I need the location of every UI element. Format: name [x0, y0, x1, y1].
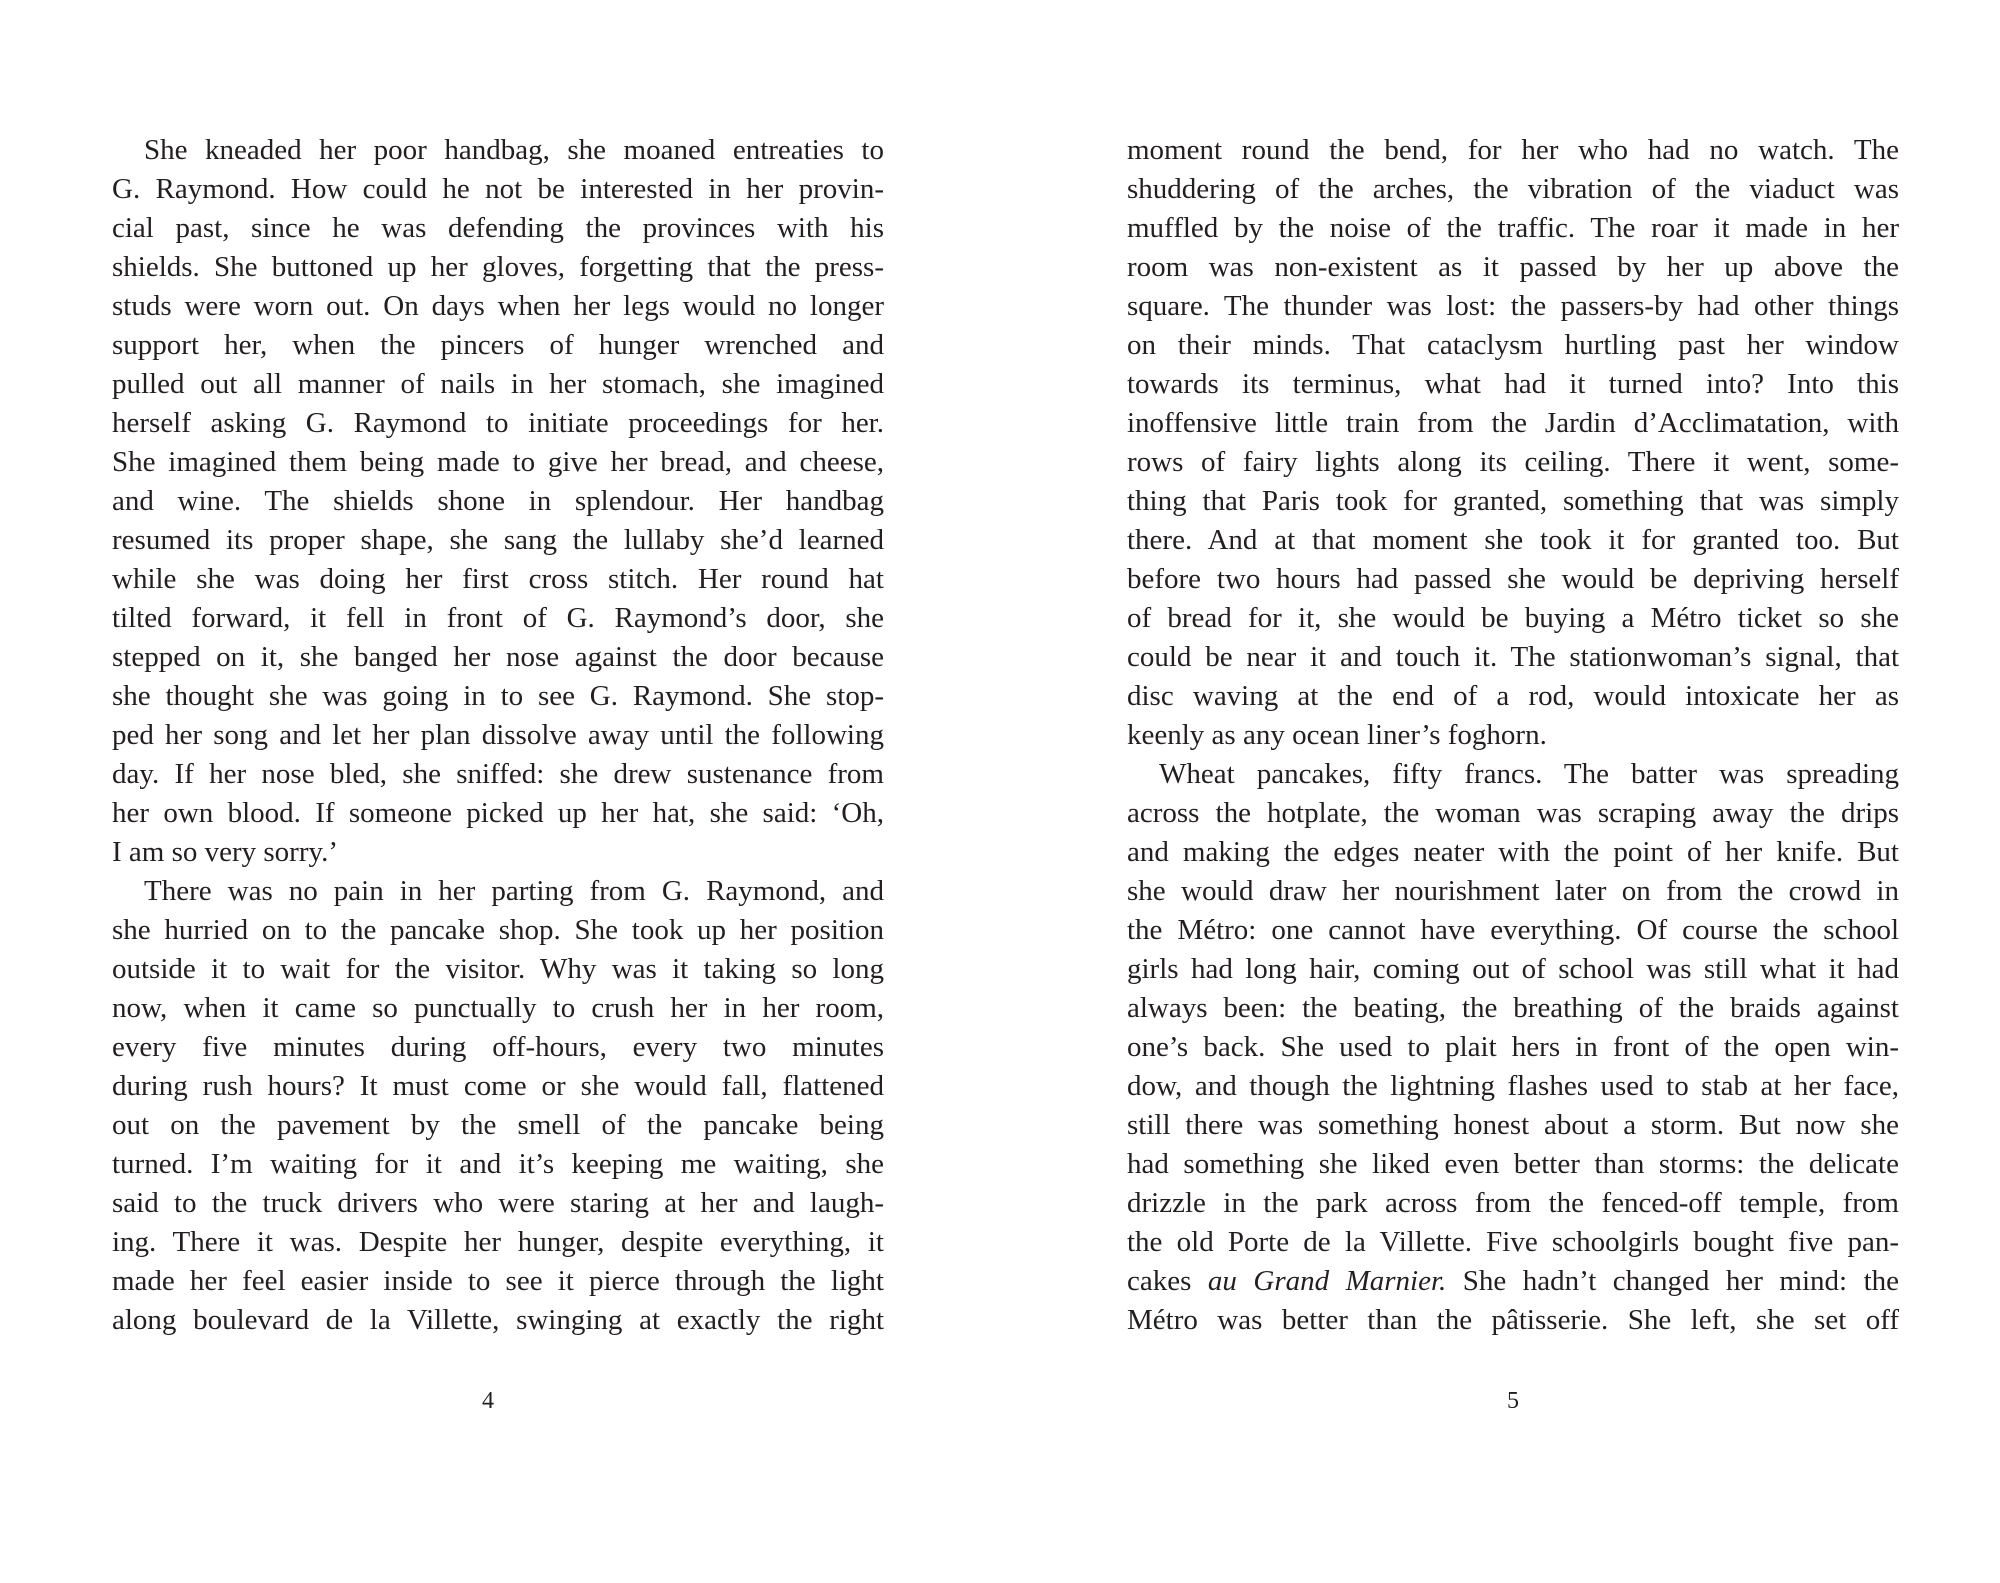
- text-line: She imagined them being made to give her bread, and cheese,: [112, 446, 884, 478]
- text-line: she thought she was going in to see G. Raymond. She stop-: [112, 680, 884, 712]
- text-line: day. If her nose bled, she sniffed: she drew sustenance from: [112, 758, 884, 790]
- text-line: square. The thunder was lost: the passers-by had other things: [1127, 290, 1899, 322]
- right-page-text: [1127, 131, 1899, 1340]
- text-line: shields. She buttoned up her gloves, forgetting that the press-: [112, 251, 884, 283]
- text-line: on their minds. That cataclysm hurtling past her window: [1127, 329, 1899, 361]
- text-line: resumed its proper shape, she sang the lullaby she’d learned: [112, 524, 884, 556]
- text-line: outside it to wait for the visitor. Why was it taking so long: [112, 953, 884, 985]
- text-line: the old Porte de la Villette. Five schoolgirls bought five pan-: [1127, 1226, 1899, 1258]
- text-line: support her, when the pincers of hunger wrenched and: [112, 329, 884, 361]
- text-line: Métro was better than the pâtisserie. She left, she set off: [1127, 1304, 1899, 1336]
- text-line: one’s back. She used to plait hers in front of the open win-: [1127, 1031, 1899, 1063]
- text-line: muffled by the noise of the traffic. The roar it made in her: [1127, 212, 1899, 244]
- text-line: shuddering of the arches, the vibration of the viaduct was: [1127, 173, 1899, 205]
- text-line: ing. There it was. Despite her hunger, despite everything, it: [112, 1226, 884, 1258]
- text-line: room was non-existent as it passed by her up above the: [1127, 251, 1899, 283]
- text-line: before two hours had passed she would be depriving herself: [1127, 563, 1899, 595]
- text-line: rows of fairy lights along its ceiling. There it went, some-: [1127, 446, 1899, 478]
- text-line: herself asking G. Raymond to initiate proceedings for her.: [112, 407, 884, 439]
- text-line: moment round the bend, for her who had no watch. The: [1127, 134, 1899, 166]
- text-line: cial past, since he was defending the provinces with his: [112, 212, 884, 244]
- text-line: there. And at that moment she took it for granted too. But: [1127, 524, 1899, 556]
- text-line: and making the edges neater with the point of her knife. But: [1127, 836, 1899, 868]
- text-line: drizzle in the park across from the fenced-off temple, from: [1127, 1187, 1899, 1219]
- text-line: keenly as any ocean liner’s foghorn.: [1127, 719, 1547, 751]
- text-segment: cakes: [1127, 1265, 1208, 1297]
- text-line: of bread for it, she would be buying a Métro ticket so she: [1127, 602, 1899, 634]
- text-line: thing that Paris took for granted, something that was simply: [1127, 485, 1899, 517]
- text-line: [1127, 1262, 1899, 1301]
- text-line: I am so very sorry.’: [112, 836, 339, 868]
- text-line: girls had long hair, coming out of school was still what it had: [1127, 953, 1899, 985]
- text-line: always been: the beating, the breathing of the braids against: [1127, 992, 1899, 1024]
- text-line: disc waving at the end of a rod, would intoxicate her as: [1127, 680, 1899, 712]
- text-line: ped her song and let her plan dissolve away until the following: [112, 719, 884, 751]
- italic-phrase: au Grand Marnier.: [1207, 1265, 1447, 1297]
- text-line: She kneaded her poor handbag, she moaned entreaties to: [144, 134, 884, 166]
- right-page-number: 5: [1507, 1388, 1519, 1414]
- text-line: every five minutes during off-hours, every two minutes: [112, 1031, 884, 1063]
- text-segment: She hadn’t changed her mind: the: [1446, 1265, 1899, 1297]
- text-line: across the hotplate, the woman was scraping away the drips: [1127, 797, 1899, 829]
- text-line: while she was doing her first cross stitch. Her round hat: [112, 563, 884, 595]
- text-line: she hurried on to the pancake shop. She took up her position: [112, 914, 884, 946]
- text-line: towards its terminus, what had it turned into? Into this: [1127, 368, 1899, 400]
- text-line: stepped on it, she banged her nose against the door because: [112, 641, 884, 673]
- text-line: tilted forward, it fell in front of G. Raymond’s door, she: [112, 602, 884, 634]
- text-line: had something she liked even better than storms: the delicate: [1127, 1148, 1899, 1180]
- text-line: she would draw her nourishment later on from the crowd in: [1127, 875, 1899, 907]
- text-line: Wheat pancakes, fifty francs. The batter was spreading: [1159, 758, 1899, 790]
- text-line: dow, and though the lightning flashes used to stab at her face,: [1127, 1070, 1899, 1102]
- text-line: along boulevard de la Villette, swinging at exactly the right: [112, 1304, 884, 1336]
- text-line: studs were worn out. On days when her legs would no longer: [112, 290, 884, 322]
- text-line: and wine. The shields shone in splendour. Her handbag: [112, 485, 884, 517]
- text-line: pulled out all manner of nails in her stomach, she imagined: [112, 368, 884, 400]
- left-page-text: [112, 131, 884, 1340]
- text-line: during rush hours? It must come or she would fall, flattened: [112, 1070, 884, 1102]
- text-line: her own blood. If someone picked up her hat, she said: ‘Oh,: [112, 797, 884, 829]
- text-line: could be near it and touch it. The stationwoman’s signal, that: [1127, 641, 1899, 673]
- text-line: made her feel easier inside to see it pierce through the light: [112, 1265, 884, 1297]
- text-line: the Métro: one cannot have everything. Of course the school: [1127, 914, 1899, 946]
- text-line: turned. I’m waiting for it and it’s keeping me waiting, she: [112, 1148, 884, 1180]
- text-line: said to the truck drivers who were staring at her and laugh-: [112, 1187, 884, 1219]
- text-line: now, when it came so punctually to crush her in her room,: [112, 992, 884, 1024]
- text-line: inoffensive little train from the Jardin d’Acclimatation, with: [1127, 407, 1899, 439]
- text-line: out on the pavement by the smell of the pancake being: [112, 1109, 884, 1141]
- left-page-number: 4: [482, 1388, 494, 1414]
- text-line: G. Raymond. How could he not be interested in her provin-: [112, 173, 884, 205]
- text-line: There was no pain in her parting from G. Raymond, and: [144, 875, 884, 907]
- text-line: still there was something honest about a storm. But now she: [1127, 1109, 1899, 1141]
